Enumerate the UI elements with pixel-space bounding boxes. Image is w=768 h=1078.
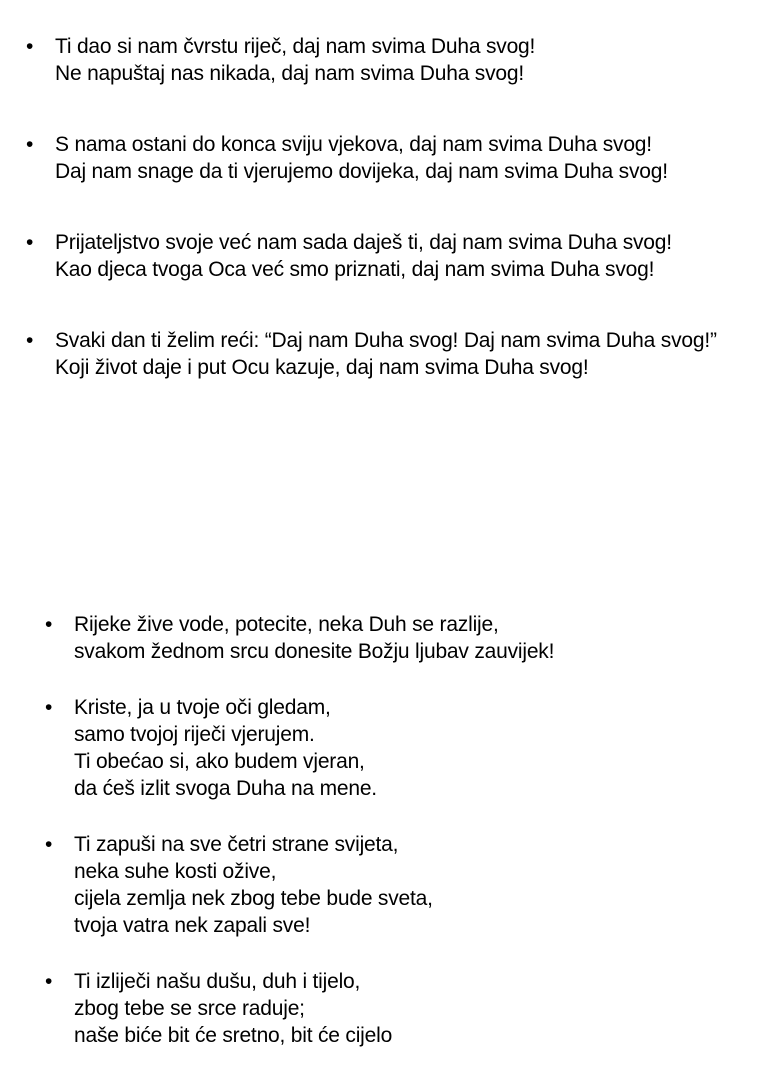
text-line: tvoja vatra nek zapali sve! — [74, 914, 311, 937]
bullet-icon: • — [26, 329, 34, 352]
text-line: Prijateljstvo svoje već nam sada daješ ti, daj nam svima Duha svog! — [55, 231, 672, 254]
bullet-icon: • — [45, 696, 53, 719]
text-line: cijela zemlja nek zbog tebe bude sveta, — [74, 887, 433, 910]
text-line: Koji život daje i put Ocu kazuje, daj nam svima Duha svog! — [55, 356, 589, 379]
text-line: Ne napuštaj nas nikada, daj nam svima Duha svog! — [55, 62, 525, 85]
text-line: Ti zapuši na sve četri strane svijeta, — [74, 833, 399, 856]
list-item — [45, 694, 745, 802]
list-item — [45, 611, 745, 665]
bullet-icon: • — [45, 613, 53, 636]
list-item — [26, 131, 761, 185]
bullet-icon: • — [45, 833, 53, 856]
text-line: naše biće bit će sretno, bit će cijelo — [74, 1024, 393, 1047]
text-line: S nama ostani do konca sviju vjekova, daj nam svima Duha svog! — [55, 133, 652, 156]
bullet-icon: • — [26, 133, 34, 156]
list-item — [45, 831, 745, 939]
text-line: Kao djeca tvoga Oca već smo priznati, daj nam svima Duha svog! — [55, 258, 655, 281]
text-line: Svaki dan ti želim reći: “Daj nam Duha svog! Daj nam svima Duha svog!” — [55, 329, 717, 352]
list-item — [26, 327, 761, 381]
bullet-list — [45, 611, 745, 1078]
text-line: Daj nam snage da ti vjerujemo dovijeka, daj nam svima Duha svog! — [55, 160, 668, 183]
list-item — [26, 33, 761, 87]
text-line: Ti dao si nam čvrstu riječ, daj nam svima Duha svog! — [55, 35, 536, 58]
list-item — [26, 229, 761, 283]
text-line: Ti obećao si, ako budem vjeran, — [74, 750, 365, 773]
bullet-icon: • — [45, 970, 53, 993]
text-line: da ćeš izlit svoga Duha na mene. — [74, 777, 377, 800]
text-line: neka suhe kosti ožive, — [74, 860, 277, 883]
text-line: samo tvojoj riječi vjerujem. — [74, 723, 315, 746]
text-line: zbog tebe se srce raduje; — [74, 997, 305, 1020]
text-line: Ti izliječi našu dušu, duh i tijelo, — [74, 970, 361, 993]
text-line: svakom žednom srcu donesite Božju ljubav zauvijek! — [74, 640, 555, 663]
slide-2 — [0, 512, 768, 1047]
slide-1 — [0, 0, 768, 512]
text-line: Kriste, ja u tvoje oči gledam, — [74, 696, 331, 719]
list-item — [45, 968, 745, 1049]
text-line: Rijeke žive vode, potecite, neka Duh se razlije, — [74, 613, 499, 636]
bullet-list — [26, 33, 761, 425]
bullet-icon: • — [26, 231, 34, 254]
bullet-icon: • — [26, 35, 34, 58]
